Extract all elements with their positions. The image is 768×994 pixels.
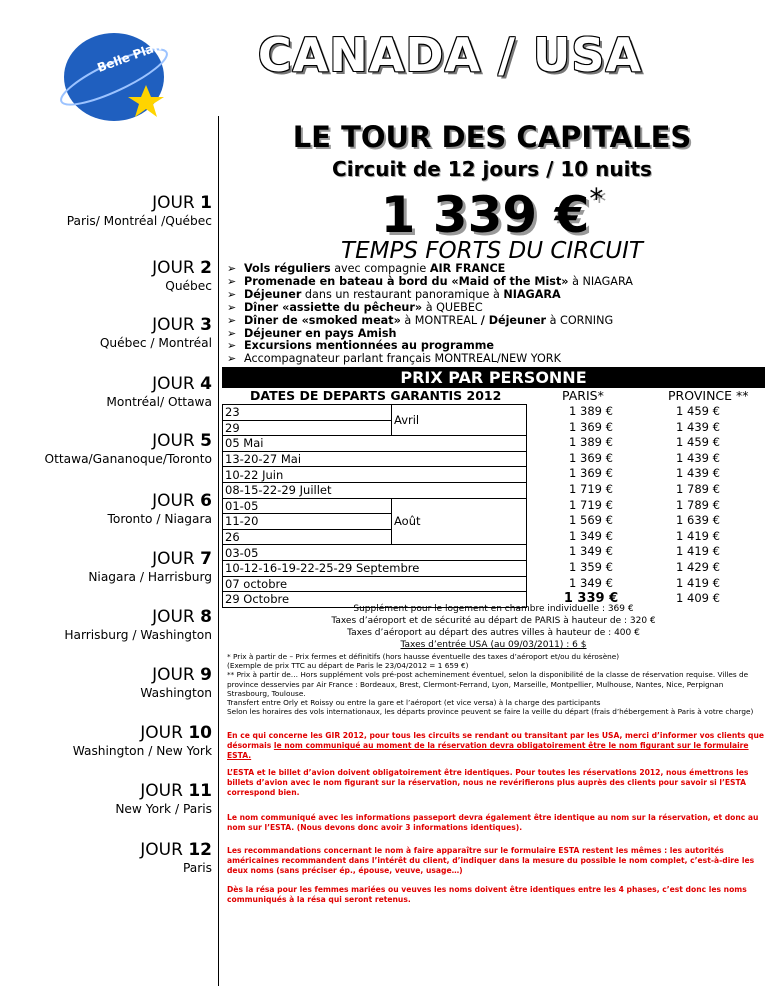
arrow-bullet-icon: ➢ — [227, 287, 237, 301]
departure-date: 03-05 — [223, 545, 527, 561]
day-label: JOUR 9 — [152, 665, 212, 685]
supplement-line: Taxes d’aéroport au départ des autres villes à hauteur de : 400 € — [347, 628, 640, 638]
supplement-line: Taxes d’aéroport et de sécurité au départ de PARIS à hauteur de : 320 € — [331, 616, 656, 626]
esta-warning-4: Les recommandations concernant le nom à faire apparaître sur le formulaire ESTA restent les mêmes : les autorités américaines recommandent dans l’intérêt du client, d’indiquer dans la mesure du possible le nom complet, c’est-à-dire les deux noms (sans préciser ép., épouse, veuve, usage…) — [227, 846, 755, 876]
page-title: CANADA / USA — [257, 28, 643, 82]
esta-warning-1-text: En ce qui concerne les GIR 2012, pour tous les circuits se rendant ou transitant par les USA, merci d’informer vos clients que désormais — [227, 731, 765, 751]
highlight-item — [225, 353, 765, 366]
table-row — [223, 545, 527, 561]
day-label: JOUR 4 — [152, 374, 212, 394]
arrow-bullet-icon: ➢ — [227, 313, 237, 327]
province-price: 1 459 € — [676, 404, 720, 418]
highlight-text: à QUEBEC — [422, 300, 483, 314]
day-label: JOUR 7 — [152, 549, 212, 569]
day-label: JOUR 2 — [152, 258, 212, 278]
table-row — [223, 498, 527, 514]
province-price: 1 419 € — [676, 575, 720, 590]
day-2 — [2, 258, 212, 294]
departure-date: 29 — [223, 420, 392, 436]
highlight-text: AIR FRANCE — [429, 262, 506, 275]
province-price: 1 409 € — [676, 591, 720, 606]
province-price: 1 459 € — [676, 435, 720, 450]
day-route: New York / Paris — [115, 802, 212, 816]
price-notes — [227, 652, 765, 716]
highlight-text: à CORNING — [546, 313, 614, 327]
departure-date: 07 octobre — [223, 576, 527, 592]
paris-price: 1 349 € — [569, 544, 613, 559]
day-label: JOUR 8 — [152, 607, 212, 627]
day-label: JOUR 1 — [152, 193, 212, 213]
arrow-bullet-icon: ➢ — [227, 352, 237, 366]
province-column-header: PROVINCE ** — [668, 388, 749, 403]
arrow-bullet-icon: ➢ — [227, 326, 237, 340]
paris-price: 1 349 € — [569, 575, 613, 590]
departure-date: 13-20-27 Mai — [223, 451, 527, 467]
arrow-bullet-icon: ➢ — [227, 339, 237, 353]
price-header: PRIX PAR PERSONNE — [222, 367, 765, 388]
day-route: Paris/ Montréal /Québec — [66, 214, 212, 228]
day-11 — [2, 781, 212, 817]
province-price: 1 639 € — [676, 513, 720, 528]
highlight-text: Excursions mentionnées au programme — [244, 339, 495, 353]
esta-warning-3: Le nom communiqué avec les informations passeport devra également être identique au nom sur la réservation, et donc au nom sur l’ESTA. (Nous devons donc avoir 3 informations identiques). — [227, 813, 759, 833]
circuit-duration: Circuit de 12 jours / 10 nuits — [332, 157, 652, 181]
departure-date: 29 Octobre — [223, 592, 527, 608]
highlight-text: Déjeuner en pays Amish — [244, 326, 397, 340]
paris-price: 1 369 € — [569, 466, 613, 481]
paris-price: 1 569 € — [569, 513, 613, 528]
day-12 — [2, 840, 212, 876]
esta-warning-1 — [227, 731, 765, 762]
day-label: JOUR 10 — [140, 723, 212, 743]
highlight-text: Vols réguliers — [244, 262, 331, 275]
note-line: (Exemple de prix TTC au départ de Paris le 23/04/2012 = 1 659 €) — [227, 661, 469, 671]
day-route: Washington — [140, 686, 212, 700]
paris-price: 1 389 € — [569, 435, 613, 450]
column-divider — [218, 116, 219, 986]
day-7 — [2, 549, 212, 585]
day-1 — [2, 193, 212, 229]
dates-column-header: DATES DE DEPARTS GARANTIS 2012 — [250, 388, 502, 403]
day-label: JOUR 5 — [152, 431, 212, 451]
province-price: 1 789 € — [676, 481, 720, 496]
day-6 — [2, 491, 212, 527]
day-8 — [2, 607, 212, 643]
departure-date: 23 — [223, 405, 392, 421]
month-label: Avril — [392, 405, 527, 436]
arrow-bullet-icon: ➢ — [227, 274, 237, 288]
departure-date: 11-20 — [223, 514, 392, 530]
paris-price: 1 339 € — [563, 591, 619, 607]
paris-price: 1 359 € — [569, 559, 613, 574]
province-price: 1 439 € — [676, 450, 720, 465]
logo-text: Belle Planète — [95, 31, 185, 75]
departure-date: 10-22 Juin — [223, 467, 527, 483]
table-row — [223, 576, 527, 592]
belle-planete-logo — [54, 27, 185, 127]
day-route: Washington / New York — [72, 744, 212, 758]
highlight-text: Promenade en bateau à bord du «Maid of the Mist» — [244, 274, 569, 288]
highlights-title: TEMPS FORTS DU CIRCUIT — [341, 238, 643, 264]
highlight-text: à NIAGARA — [568, 274, 633, 288]
table-row — [223, 560, 527, 576]
highlight-text: / Déjeuner — [480, 313, 547, 327]
arrow-bullet-icon: ➢ — [227, 300, 237, 314]
headline-price-mark: * — [589, 182, 604, 215]
day-route: Harrisburg / Washington — [64, 628, 212, 642]
note-line: ** Prix à partir de… Hors supplément vols pré-post acheminement éventuel, selon la disponibilité de la classe de réservation requise. Villes de province desservies par Air France : Bordeaux, Brest, Clermont-Ferrand, Lyon, Marseille, Montpellier, Mulhouse, Nantes, Nice, Perpignan Strasbourg, Toulouse. — [227, 670, 749, 698]
province-price: 1 419 € — [676, 528, 720, 543]
headline-price — [222, 182, 762, 244]
note-line: Transfert entre Orly et Roissy ou entre la gare et l’aéroport (et vice versa) à la charge des participants — [227, 698, 601, 708]
esta-warning-2: L’ESTA et le billet d’avion doivent obligatoirement être identiques. Pour toutes les réservations 2012, nous émettrons les billets d’avion avec le nom figurant sur la réservation, nous ne revérifierons plus auprès des clients pour savoir si l’ESTA correspond bien. — [227, 768, 749, 798]
paris-prices — [541, 404, 641, 607]
day-route: Niagara / Harrisburg — [88, 570, 212, 584]
supplement-line: Supplément pour le logement en chambre individuelle : 369 € — [353, 604, 634, 614]
highlight-text: Dîner «assiette du pêcheur» — [244, 300, 423, 314]
paris-column-header: PARIS* — [562, 388, 604, 403]
supplement-line: Taxes d’entrée USA (au 09/03/2011) : 6 $ — [400, 640, 587, 650]
province-price: 1 439 € — [676, 466, 720, 481]
highlight-text: Déjeuner — [244, 287, 302, 301]
departure-date: 08-15-22-29 Juillet — [223, 482, 527, 498]
day-route: Montréal/ Ottawa — [106, 395, 212, 409]
province-price: 1 439 € — [676, 419, 720, 434]
day-10 — [2, 723, 212, 759]
day-route: Toronto / Niagara — [107, 512, 212, 526]
supplements — [222, 603, 765, 651]
departure-date: 10-12-16-19-22-25-29 Septembre — [223, 560, 527, 576]
paris-price: 1 369 € — [569, 419, 613, 434]
day-label: JOUR 11 — [140, 781, 212, 801]
esta-warning-1-underlined: le nom communiqué au moment de la réservation devra obligatoirement être le nom figurant sur le formulaire ESTA. — [227, 741, 749, 761]
province-prices — [648, 404, 748, 607]
day-5 — [2, 431, 212, 467]
table-row — [223, 405, 527, 421]
province-price: 1 429 € — [676, 559, 720, 574]
paris-price: 1 719 € — [569, 481, 613, 496]
departure-date: 01-05 — [223, 498, 392, 514]
note-line: * Prix à partir de – Prix fermes et définitifs (hors hausse éventuelle des taxes d’aéroport et/ou du kérosène) — [227, 652, 620, 661]
table-row — [223, 482, 527, 498]
headline-price-value: 1 339 € — [380, 186, 590, 244]
highlight-text: Dîner de «smoked meat» — [244, 313, 401, 327]
day-label: JOUR 12 — [140, 840, 212, 860]
note-line: Selon les horaires des vols internationaux, les départs province peuvent se faire la veille du départ (frais d’hébergement à Paris à votre charge) — [227, 707, 754, 717]
day-route: Québec — [165, 279, 212, 293]
table-row — [223, 467, 527, 483]
highlight-text: avec compagnie — [330, 262, 430, 275]
paris-price: 1 719 € — [569, 497, 613, 512]
paris-price: 1 389 € — [569, 404, 613, 418]
highlight-text: dans un restaurant panoramique à — [301, 287, 504, 301]
departure-dates-table — [222, 404, 527, 608]
day-label: JOUR 3 — [152, 315, 212, 335]
highlights-list — [225, 263, 765, 366]
day-3 — [2, 315, 212, 351]
departure-date: 05 Mai — [223, 436, 527, 452]
province-price: 1 419 € — [676, 544, 720, 559]
esta-warning-5: Dès la résa pour les femmes mariées ou veuves les noms doivent être identiques entre les 4 phases, c’est donc les noms communiqués à la résa qui seront retenus. — [227, 885, 747, 905]
table-row — [223, 451, 527, 467]
paris-price: 1 349 € — [569, 528, 613, 543]
highlight-text: Accompagnateur parlant français MONTREAL/NEW YORK — [244, 352, 561, 366]
month-label: Août — [392, 498, 527, 545]
province-price: 1 789 € — [676, 497, 720, 512]
day-route: Québec / Montréal — [99, 336, 212, 350]
day-route: Paris — [182, 861, 212, 875]
highlight-text: à MONTREAL — [400, 313, 481, 327]
departure-date: 26 — [223, 529, 392, 545]
day-9 — [2, 665, 212, 701]
table-row — [223, 436, 527, 452]
day-label: JOUR 6 — [152, 491, 212, 511]
paris-price: 1 369 € — [569, 450, 613, 465]
day-route: Ottawa/Gananoque/Toronto — [44, 452, 212, 466]
tour-title: LE TOUR DES CAPITALES — [292, 120, 692, 154]
arrow-bullet-icon: ➢ — [227, 262, 237, 275]
day-4 — [2, 374, 212, 410]
highlight-text: NIAGARA — [503, 287, 561, 301]
